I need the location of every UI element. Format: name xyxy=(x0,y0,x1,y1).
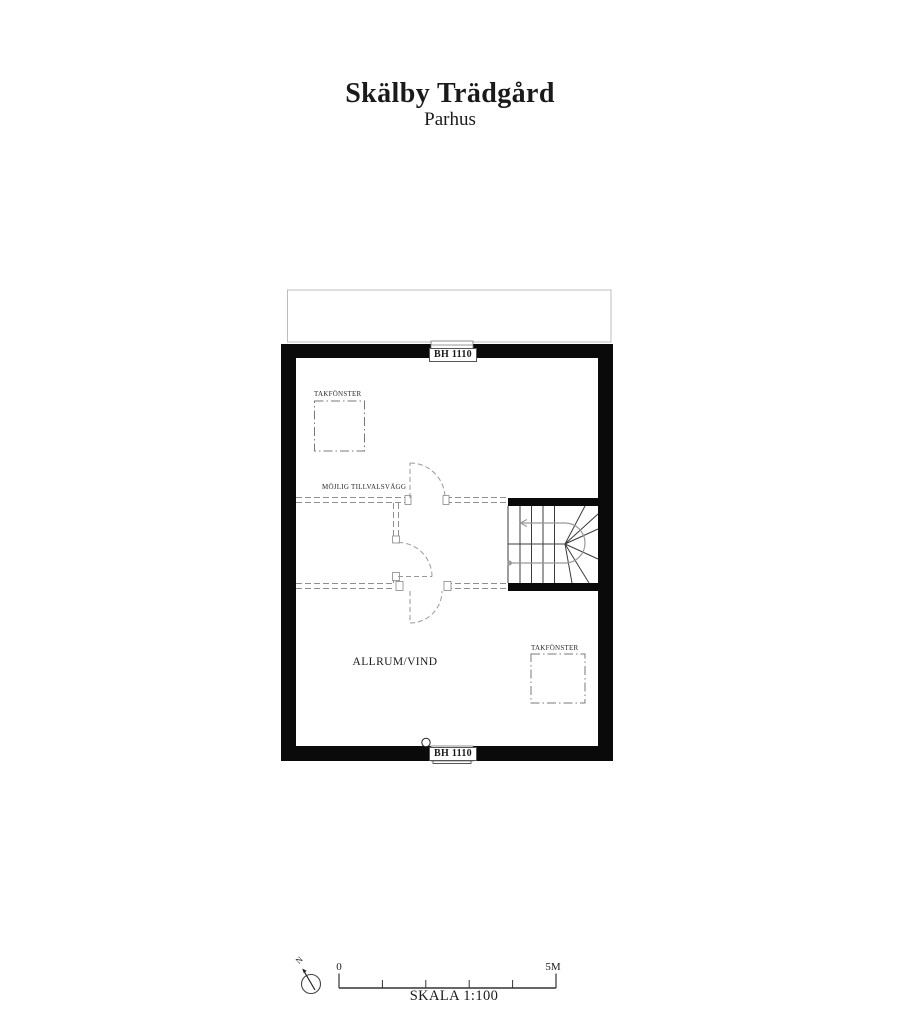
top-window-label: BH 1110 xyxy=(429,348,477,362)
stair-walkline xyxy=(507,520,585,566)
scale-end-label: 5M xyxy=(545,961,561,973)
skylight-2-label: TAKFÖNSTER xyxy=(531,644,579,652)
roof-outline xyxy=(288,290,612,342)
page-subtitle: Parhus xyxy=(424,109,476,130)
skylight-2 xyxy=(531,654,585,703)
north-label: N xyxy=(293,954,305,966)
skylight-1 xyxy=(315,401,365,451)
bottom-window-label: BH 1110 xyxy=(429,747,477,761)
skylight-1-label: TAKFÖNSTER xyxy=(314,390,362,398)
optional-wall-label: MÖJLIG TILLVALSVÄGG xyxy=(322,483,407,491)
scale-caption: SKALA 1:100 xyxy=(409,988,499,1004)
exterior-walls xyxy=(281,344,613,761)
room-label-allrum-vind: ALLRUM/VIND xyxy=(352,656,438,668)
vent-circle-marker xyxy=(422,738,430,746)
page-title: Skälby Trädgård xyxy=(345,78,555,109)
scale-zero-label: 0 xyxy=(336,961,342,973)
scale-bar xyxy=(339,974,556,989)
